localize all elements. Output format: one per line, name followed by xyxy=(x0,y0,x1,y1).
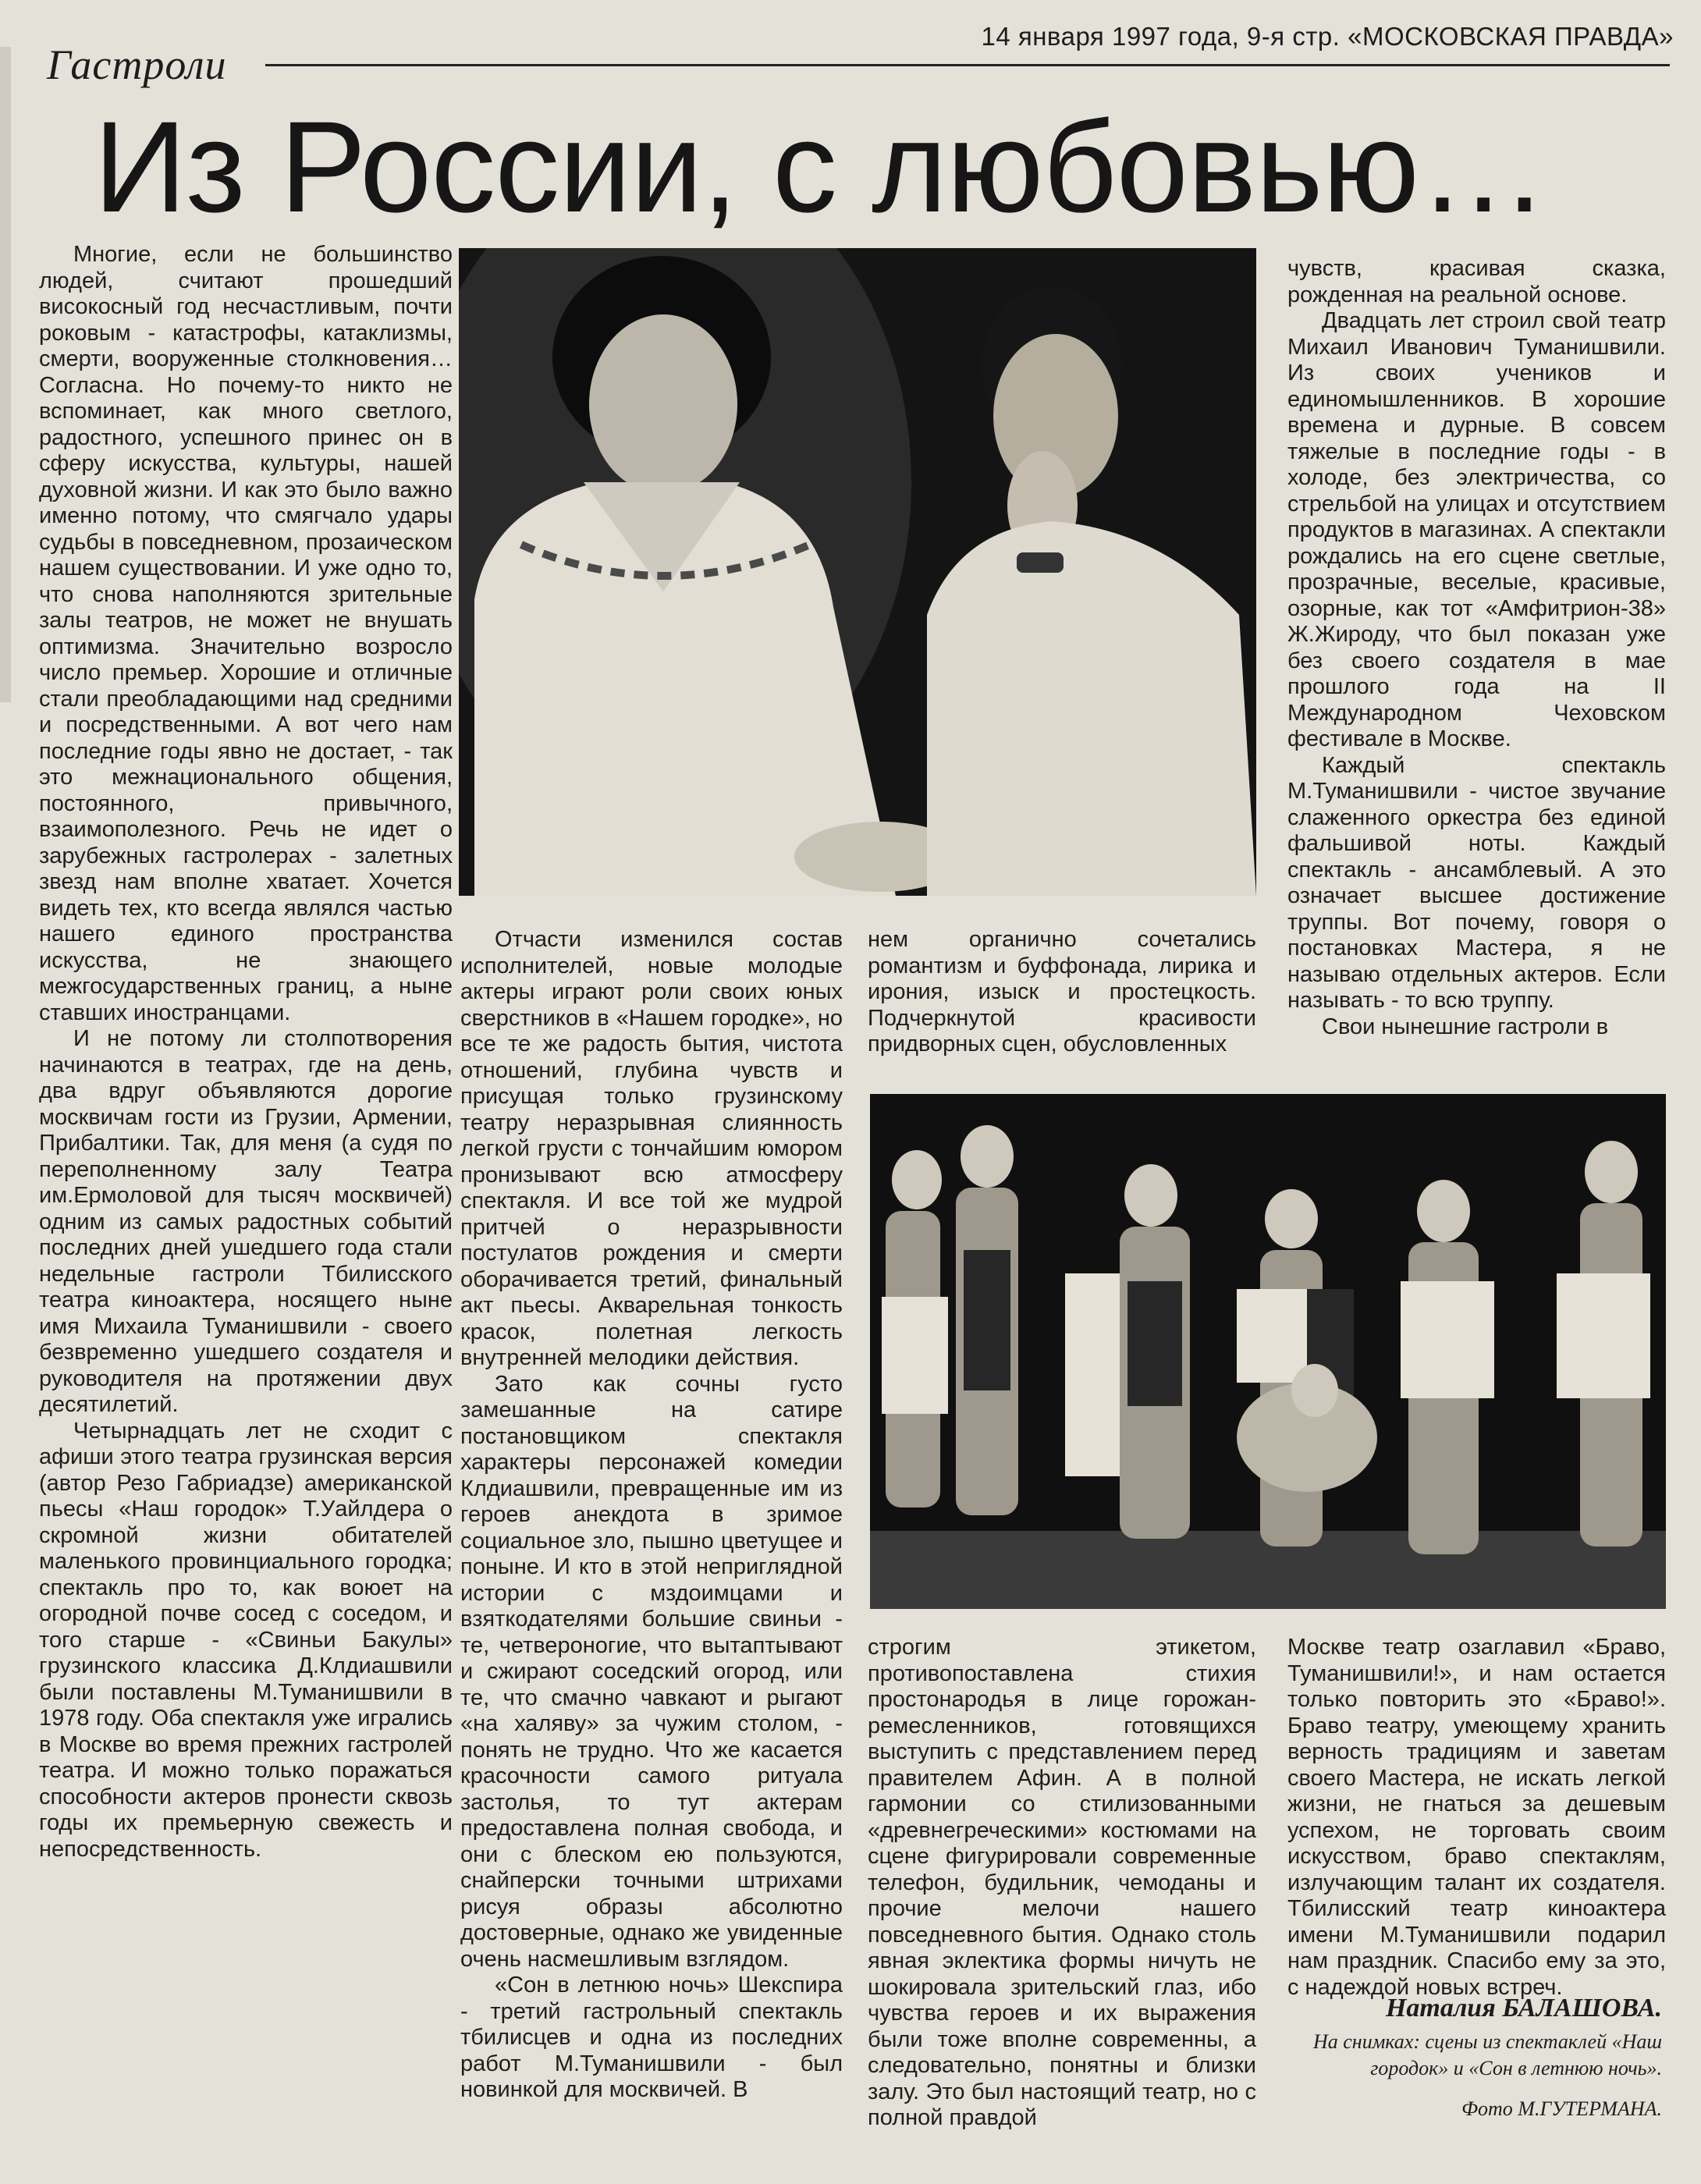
paragraph: И не потому ли столпотворения начинаются в театрах, где на день, два вдруг объявляются дорогие москвичам гости из Грузии, Армении, Прибалтики. Так, для меня (а судя по переполненному залу Театра им.Ермоловой для тысяч москвичей) одним из самых радостных событий последних дней ушедшего года стали недельные гастроли Тбилисского театра киноактера, носящего ныне имя Михаила Туманишвили - своего безвременно ушедшего создателя и руководителя на протяжении двух десятилетий. xyxy=(39,1026,453,1417)
photo-midsummer-scene xyxy=(870,1094,1666,1609)
photo-our-town-scene xyxy=(459,248,1256,896)
photo-midsummer-image xyxy=(870,1094,1666,1609)
paragraph: «Сон в летнюю ночь» Шекспира - третий гастрольный спектакль тбилисцев и одна из последних работ М.Туманишвили - был новинкой для москвичей. В xyxy=(460,1973,843,2102)
paragraph: Свои нынешние гастроли в xyxy=(1322,1014,1609,1039)
article-column-3-bottom xyxy=(868,1635,1256,2132)
paragraph: строгим этикетом, противопоставлена стихия простонародья в лице горожан-ремесленников, готовящихся выступить с представлением перед правителем Афин. А в полной гармонии со стилизованными «древнегреческими» костюмами на сцене фигурировали современные телефон, будильник, чемоданы и прочие мелочи нашего повседневного бытия. Однако столь явная эклектика формы ничуть не шокировала зрительский глаз, ибо чувства героев и их выражения были тоже вполне современны, а следовательно, понятны и близки залу. Это был настоящий театр, но с полной правдой xyxy=(868,1635,1256,2130)
paragraph: Зато как сочны густо замешанные на сатире постановщиком спектакля характеры персонажей комедии Клдиашвили, превращенные им из героев анекдота в зримое социальное зло, пышно цветущее и поныне. И кто в этой неприглядной истории с мздоимцами и взяткодателями большие свиньи - те, четвероногие, что вытаптывают и сжирают соседский огород, или те, что смачно чавкают и рыгают «на халяву» за чужим столом, - понять не трудно. Что же касается красочности самого ритуала застолья, то тут актерам предоставлена полная свобода, и они с блеском ею пользуются, снайперски точными штрихами рисуя образы абсолютно достоверные, однако же увиденные очень насмешливым взглядом. xyxy=(460,1371,843,1972)
article-column-1 xyxy=(39,242,453,1863)
page-edge-shadow xyxy=(0,47,11,702)
photo-caption: На снимках: сцены из спектаклей «Наш городок» и «Сон в летнюю ночь». xyxy=(1312,2030,1662,2079)
photo-credit: Фото М.ГУТЕРМАНА. xyxy=(1461,2097,1662,2120)
article-column-4-top xyxy=(1287,256,1666,1040)
paragraph: Москве театр озаглавил «Браво, Туманишвили!», и нам остается только повторить это «Браво!». Браво театру, умеющему хранить верность традициям и заветам своего Мастера, не искать легкой жизни, не гнаться за дешевым успехом, не торговать своим искусством, браво спектаклям, излучающим талант их создателя. Тбилисский театр киноактера имени М.Туманишвили подарил нам праздник. Спасибо ему за это, с надеждой новых встреч. xyxy=(1287,1635,1666,2000)
dateline: 14 января 1997 года, 9-я стр. «МОСКОВСКАЯ ПРАВДА» xyxy=(981,22,1674,51)
paragraph: нем органично сочетались романтизм и буффонада, лирика и ирония, изыск и простецкость. Подчеркнутой красивости придворных сцен, обусловленных xyxy=(868,927,1256,1056)
section-rubric: Гастроли xyxy=(47,41,227,88)
paragraph: Четырнадцать лет не сходит с афиши этого театра грузинская версия (автор Резо Габриадзе) американской пьесы «Наш городок» Т.Уайлдера о скромной жизни обитателей маленького провинциального городка; спектакль про то, как воюет на огородной почве сосед с соседом, и того старше - «Свиньи Бакулы» грузинского классика Д.Клдиашвили были поставлены М.Туманишвили в 1978 году. Оба спектакля уже игрались в Москве во время прежних гастролей театра. И можно только поражаться способности актеров пронести сквозь годы их премьерную свежесть и непосредственность. xyxy=(39,1418,453,1862)
paragraph: Двадцать лет строил свой театр Михаил Иванович Туманишвили. Из своих учеников и единомышленников. В хорошие времена и дурные. В совсем тяжелые в последние годы - в холоде, без электричества, со стрельбой на улицах и отсутствием продуктов в магазинах. А спектакли рождались на его сцене светлые, прозрачные, веселые, красивые, озорные, как тот «Амфитрион-38» Ж.Жироду, что был показан уже без своего создателя в мае прошлого года на II Международном Чеховском фестивале в Москве. xyxy=(1287,308,1666,751)
paragraph: Многие, если не большинство людей, считают прошедший високосный год несчастливым, почти роковым - катастрофы, катаклизмы, смерти, вооруженные столкновения…Согласна. Но почему-то никто не вспоминает, как много светлого, радостного, успешного принес он в сферу искусства, культуры, нашей духовной жизни. И как это было важно именно потому, что смягчало удары судьбы в повседневном, прозаическом нашем существовании. И уже одно то, что снова наполняются зрительные залы театров, не может не внушать оптимизма. Значительно возросло число премьер. Хорошие и отличные стали преобладающими над средними и посредственными. А вот чего нам последние годы явно не достает, - так это межнационального общения, постоянного, привычного, взаимополезного. Речь не идет о зарубежных гастролерах - залетных звезд нам вполне хватает. Хочется видеть тех, кто всегда являлся частью нашего единого пространства искусства, не знающего межгосударственных границ, а ныне ставших иностранцами. xyxy=(39,242,453,1025)
masthead-rule xyxy=(265,64,1670,66)
article-headline: Из России, с любовью… xyxy=(94,95,1548,240)
paragraph: чувств, красивая сказка, рожденная на реальной основе. xyxy=(1287,256,1666,307)
article-column-2 xyxy=(460,927,843,2104)
author-byline: Наталия БАЛАШОВА. xyxy=(1385,1994,1662,2022)
article-column-4-bottom xyxy=(1287,1635,1666,2001)
photo-our-town-image xyxy=(459,248,1256,896)
paragraph: Отчасти изменился состав исполнителей, новые молодые актеры играют роли своих юных сверстников в «Нашем городке», но все те же радость бытия, чистота отношений, глубина чувств и присущая только грузинскому театру неразрывная слиянность легкой грусти с тончайшим юмором пронизывают всю атмосферу спектакля. И все той же мудрой притчей о неразрывности постулатов рождения и смерти оборачивается третий, финальный акт пьесы. Акварельная тонкость красок, полетная легкость внутренней мелодики действия. xyxy=(460,927,843,1370)
paragraph: Каждый спектакль М.Туманишвили - чистое звучание слаженного оркестра без единой фальшивой ноты. Каждый спектакль - ансамблевый. А это означает высшее достижение труппы. Вот почему, говоря о постановках Мастера, я не называю отдельных актеров. Если называть - то всю труппу. xyxy=(1287,752,1666,1013)
article-column-3-top xyxy=(868,927,1256,1058)
